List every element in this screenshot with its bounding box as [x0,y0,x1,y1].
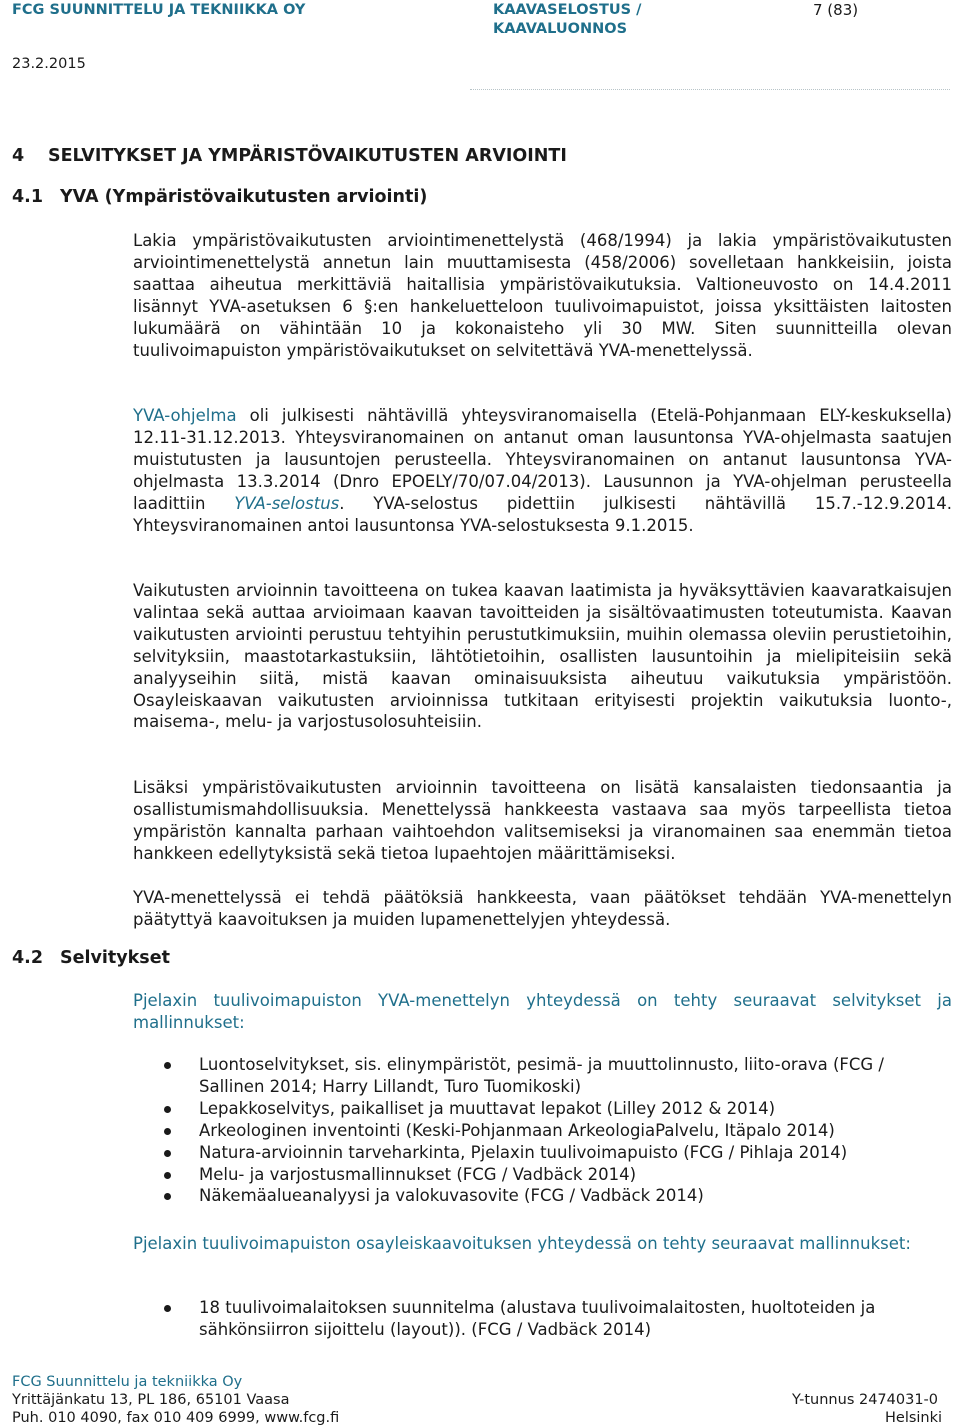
paragraph-no-decisions: YVA-menettelyssä ei tehdä päätöksiä hankkeesta, vaan päätökset tehdään YVA-menettelyn päätyttyä kaavoituksen ja muiden lupamenettelyjen yhteydessä. [133,888,952,929]
section-4-1-title: YVA (Ympäristövaikutusten arviointi) [60,187,428,207]
footer-address: Yrittäjänkatu 13, PL 186, 65101 Vaasa [12,1392,290,1408]
footer-contact: Puh. 010 4090, fax 010 409 6999, www.fcg.fi [12,1410,340,1426]
bullet-icon [164,1172,171,1179]
list-item: 18 tuulivoimalaitoksen suunnitelma (alustava tuulivoimalaitosten, huoltoteiden ja sähkönsiirron sijoittelu (layout)). (FCG / Vadbäck 2014) [133,1297,952,1341]
section-4-2-number: 4.2 [12,948,44,968]
section-4-title: SELVITYKSET JA YMPÄRISTÖVAIKUTUSTEN ARVIOINTI [48,146,567,166]
list-item: Natura-arvioinnin tarveharkinta, Pjelaxin tuulivoimapuisto (FCG / Pihlaja 2014) [133,1142,952,1164]
bullet-icon [164,1128,171,1135]
paragraph-assessment-goal: Vaikutusten arvioinnin tavoitteena on tukea kaavan laatimista ja hyväksyttävien kaavaratkaisujen valintaa sekä auttaa arvioimaan kaavan tavoitteiden ja sisältövaatimusten toteutumista. Kaavan vaikutusten arviointi perustuu tehtyihin perustutkimuksiin, muihin olemassa oleviin perustietoihin, selvityksiin, maastotarkastuksiin, lähtötietoihin, osallisten lausuntoihin ja mielipiteisiin sekä analyyseihin siitä, mistä kaavan ominaisuuksista aiheutuu vaikutuksia ympäristöön. Osayleiskaavan vaikutusten arvioinnissa tutkitaan erityisesti projektin vaikutuksia luonto-, maisema-, melu- ja varjostusolosuhteisiin. [133,581,952,732]
footer-city: Helsinki [885,1410,943,1426]
paragraph-yva-studies-intro: Pjelaxin tuulivoimapuiston YVA-menettelyn yhteydessä on tehty seuraavat selvitykset ja mallinnukset: [133,991,952,1032]
bullet-icon [164,1062,171,1069]
section-4-2-title: Selvitykset [60,948,170,968]
list-item: Lepakkoselvitys, paikalliset ja muuttavat lepakot (Lilley 2012 & 2014) [133,1098,952,1120]
list-item: Arkeologinen inventointi (Keski-Pohjanmaan ArkeologiaPalvelu, Itäpalo 2014) [133,1120,952,1142]
studies-list [133,1054,952,1207]
list-item: Näkemäalueanalyysi ja valokuvasovite (FCG / Vadbäck 2014) [133,1185,952,1207]
header-divider [470,89,950,90]
bullet-icon [164,1193,171,1200]
bullet-icon [164,1150,171,1157]
header-page-number: 7 (83) [813,1,859,19]
section-4-1-number: 4.1 [12,187,44,207]
paragraph-yva-program: YVA-ohjelma oli julkisesti nähtävillä yhteysviranomaisella (Etelä-Pohjanmaan ELY-keskuksella) 12.11-31.12.2013. Yhteysviranomainen on antanut oman lausuntonsa YVA-ohjelmasta saatujen muistutusten ja lausuntojen perusteella. Yhteysviranomainen on antanut lausuntonsa YVA-ohjelmasta 13.3.2014 (Dnro EPOELY/70/07.04/2013). Lausunnon ja YVA-ohjelman perusteella laadittiin YVA-selostus. YVA-selostus pidettiin julkisesti nähtävillä 15.7.-12.9.2014. Yhteysviranomainen antoi lausuntonsa YVA-selostuksesta 9.1.2015. [133,406,952,535]
yva-report-link[interactable]: YVA-selostus [234,493,340,513]
bullet-icon [164,1305,171,1312]
section-4-number: 4 [12,146,25,166]
list-item: Melu- ja varjostusmallinnukset (FCG / Vadbäck 2014) [133,1164,952,1186]
paragraph-yva-law: Lakia ympäristövaikutusten arviointimenettelystä (468/1994) ja lakia ympäristövaikutusten arviointimenettelystä annetun lain muuttamisesta (458/2006) sovelletaan hankkeisiin, joista saattaa aiheutua merkittäviä haitallisia ympäristövaikutuksia. Valtioneuvosto on 14.4.2011 lisännyt YVA-asetuksen 6 §:en hankeluetteloon tuulivoimapuistot, joissa yksittäisten laitosten lukumäärä on vähintään 10 ja kokonaisteho yli 30 MW. Siten suunnitteilla olevan tuulivoimapuiston ympäristövaikutukset on selvitettävä YVA-menettelyssä. [133,231,952,360]
header-doc-type-line1: KAAVASELOSTUS / [493,2,642,18]
header-doc-type-line2: KAAVALUONNOS [493,21,628,37]
header-date: 23.2.2015 [12,56,86,72]
bullet-icon [164,1106,171,1113]
paragraph-plan-models-intro: Pjelaxin tuulivoimapuiston osayleiskaavoituksen yhteydessä on tehty seuraavat mallinnukset: [133,1234,911,1253]
models-list [133,1297,952,1341]
footer-business-id: Y-tunnus 2474031-0 [792,1392,939,1408]
footer-company: FCG Suunnittelu ja tekniikka Oy [12,1374,243,1390]
yva-program-link[interactable]: YVA-ohjelma [133,406,237,425]
paragraph-additional-goals: Lisäksi ympäristövaikutusten arvioinnin tavoitteena on lisätä kansalaisten tiedonsaantia ja osallistumismahdollisuuksia. Menettelyssä hankkeesta vastaava saa myös tarpeellista tietoa ympäristön kannalta parhaan vaihtoehdon valitsemiseksi ja viranomainen saa enemmän tietoa hankkeen edellytyksistä sekä tietoa lupaehtojen määrittämiseksi. [133,778,952,863]
list-item: Luontoselvitykset, sis. elinympäristöt, pesimä- ja muuttolinnusto, liito-orava (FCG / Sallinen 2014; Harry Lillandt, Turo Tuomikoski) [133,1054,952,1098]
header-company: FCG SUUNNITTELU JA TEKNIIKKA OY [12,2,306,18]
